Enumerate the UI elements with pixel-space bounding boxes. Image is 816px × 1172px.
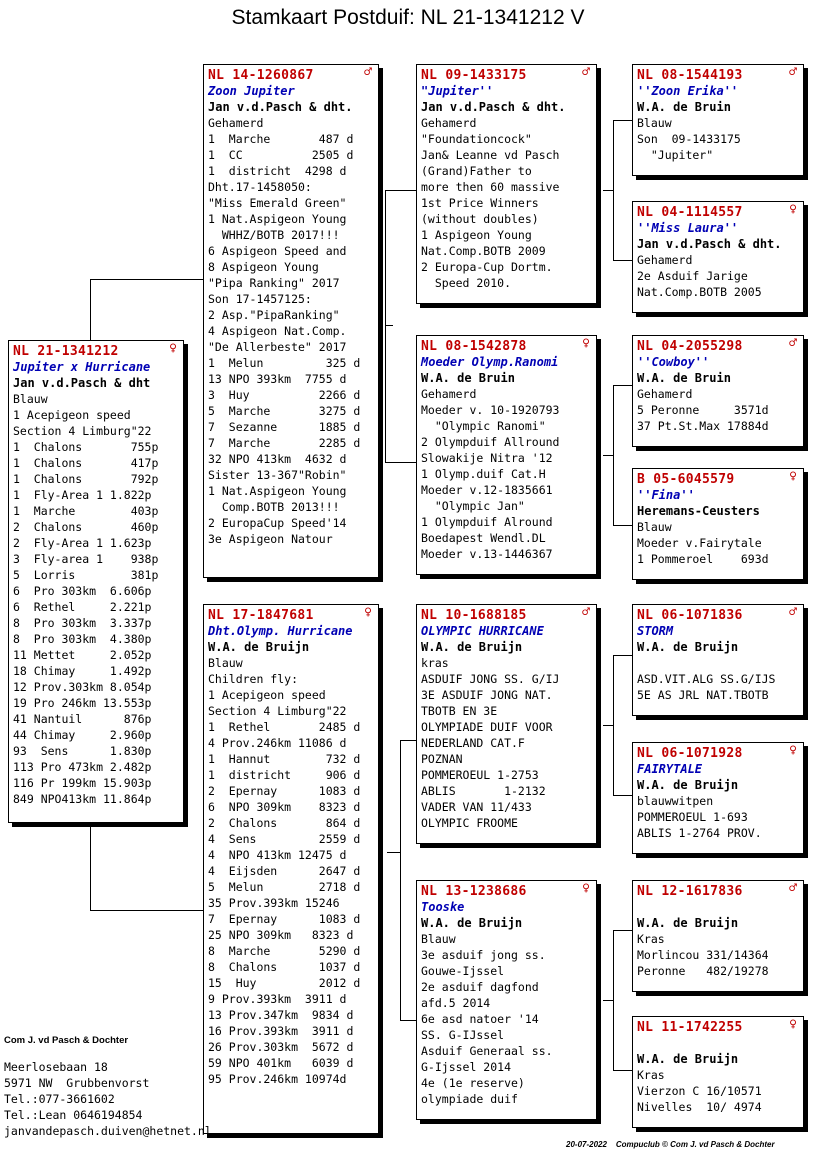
result-line: 1 Chalons 792p [13, 472, 159, 486]
connector-line [613, 930, 632, 931]
pigeon-card-fff[interactable] [632, 64, 804, 176]
result-line: Son 09-1433175 [637, 132, 741, 146]
result-line: 19 Pro 246km 13.553p [13, 696, 152, 710]
result-line: NEDERLAND CAT.F [421, 736, 525, 750]
pigeon-card-main[interactable] [8, 340, 184, 823]
ring-number: NL 08-1542878 [421, 339, 527, 354]
connector-line [613, 525, 632, 526]
result-line: Blauw [637, 520, 672, 534]
print-footer: 20-07-2022 Compuclub © Com J. vd Pasch & Dochter [566, 1140, 775, 1149]
connector-line [90, 279, 203, 280]
result-line [637, 655, 799, 671]
result-line: 7 Epernay 1083 d [208, 912, 361, 926]
card-header [637, 1019, 799, 1035]
result-line: (Grand)Father to [421, 164, 532, 178]
result-line: 849 NPO413km 11.864p [13, 792, 152, 806]
owner-name: Jan v.d.Pasch & dht. [421, 100, 566, 114]
result-line: 6 Rethel 2.221p [13, 600, 152, 614]
result-line: Gehamerd [208, 116, 264, 130]
connector-line [613, 260, 632, 261]
card-header [637, 67, 799, 83]
connector-line [385, 462, 416, 463]
pigeon-card-maternal-grandmother[interactable] [416, 880, 597, 1120]
sex-symbol-icon: ♀ [789, 202, 797, 217]
result-line: 35 Prov.393km 15246 [208, 896, 340, 910]
result-line: more then 60 massive [421, 180, 560, 194]
pigeon-card-ffm[interactable] [632, 201, 804, 313]
result-line: Gouwe-Ijssel [421, 964, 505, 978]
result-line: 7 Sezanne 1885 d [208, 420, 361, 434]
result-line: Gehamerd [637, 387, 693, 401]
pigeon-name: Moeder Olymp.Ranomi [421, 355, 559, 369]
result-line: OLYMPIC FROOME [421, 816, 518, 830]
result-line: blauwwitpen [637, 794, 714, 808]
sex-symbol-icon: ♀ [789, 743, 797, 758]
result-line: 6 Pro 303km 6.606p [13, 584, 152, 598]
sex-symbol-icon: ♀ [169, 341, 177, 356]
pigeon-card-paternal-grandfather[interactable] [416, 64, 597, 304]
result-line: 2 EuropaCup Speed'14 [208, 516, 347, 530]
owner-name: W.A. de Bruijn [208, 640, 310, 654]
pigeon-card-paternal-grandmother[interactable] [416, 335, 597, 575]
result-line: 1 Pommeroel 693d [637, 552, 769, 566]
result-line: afd.5 2014 [421, 996, 491, 1010]
card-header [13, 343, 179, 359]
result-line: 1 Acepigeon speed [208, 688, 326, 702]
result-line: 4 Aspigeon Nat.Comp. [208, 324, 347, 338]
pigeon-name: Jupiter x Hurricane [13, 360, 151, 374]
result-line: 16 Prov.393km 3911 d [208, 1024, 354, 1038]
result-line: Dht.17-1458050: [208, 180, 312, 194]
result-line: "De Allerbeste" 2017 [208, 340, 347, 354]
connector-line [90, 279, 91, 341]
result-line: "Olympic Ranomi" [421, 419, 546, 433]
result-line: Slowakije Nitra '12 [421, 451, 553, 465]
result-line: 4e (1e reserve) [421, 1076, 525, 1090]
card-header [421, 607, 592, 623]
result-line: 3E ASDUIF JONG NAT. [421, 688, 553, 702]
pigeon-name [637, 1035, 799, 1051]
result-line: 1 Fly-Area 1 1.822p [13, 488, 152, 502]
result-line: Children fly: [208, 672, 299, 686]
connector-line [385, 190, 386, 462]
result-line: Comp.BOTB 2013!!! [208, 500, 340, 514]
result-line: 8 Pro 303km 4.380p [13, 632, 152, 646]
result-line: 12 Prov.303km 8.054p [13, 680, 152, 694]
result-line: 2 Europa-Cup Dortm. [421, 260, 553, 274]
ring-number: NL 10-1688185 [421, 608, 527, 623]
result-line: 1 districht 906 d [208, 768, 361, 782]
result-line: 3 Fly-area 1 938p [13, 552, 159, 566]
pigeon-card-father[interactable] [203, 64, 379, 578]
owner-name: W.A. de Bruin [421, 371, 515, 385]
pigeon-name: OLYMPIC HURRICANE [421, 624, 544, 638]
ring-number: NL 09-1433175 [421, 68, 527, 83]
pigeon-card-fmm[interactable] [632, 468, 804, 580]
result-line: Moeder v. 10-1920793 [421, 403, 560, 417]
card-header [421, 883, 592, 899]
card-header [208, 607, 374, 623]
card-header [421, 67, 592, 83]
result-line: 116 Pr 199km 15.903p [13, 776, 152, 790]
card-header [208, 67, 374, 83]
result-line: SS. G-IJssel [421, 1028, 505, 1042]
connector-line [613, 120, 632, 121]
pigeon-name: ''Cowboy'' [637, 355, 710, 369]
result-line: Section 4 Limburg"22 [208, 704, 347, 718]
result-line: 1 Nat.Aspigeon Young [208, 212, 347, 226]
result-line: 1 Marche 487 d [208, 132, 354, 146]
result-line: ASDUIF JONG SS. G/IJ [421, 672, 560, 686]
ring-number: NL 04-2055298 [637, 339, 743, 354]
result-line: 5 Melun 2718 d [208, 880, 361, 894]
pigeon-name: Tooske [421, 900, 465, 914]
sex-symbol-icon: ♂ [789, 605, 797, 620]
card-header [637, 471, 799, 487]
result-line: Asduif Generaal ss. [421, 1044, 553, 1058]
result-line: 37 Pt.St.Max 17884d [637, 419, 769, 433]
result-line: "Miss Emerald Green" [208, 196, 347, 210]
pigeon-card-fmf[interactable] [632, 335, 804, 447]
result-line: olympiade duif [421, 1092, 518, 1106]
result-line: 11 Mettet 2.052p [13, 648, 152, 662]
result-line: 13 Prov.347km 9834 d [208, 1008, 354, 1022]
result-line: 2 Olympduif Allround [421, 435, 560, 449]
result-line: "Jupiter" [637, 148, 714, 162]
pigeon-name: ''Zoon Erika'' [637, 84, 739, 98]
result-line: 95 Prov.246km 10974d [208, 1072, 347, 1086]
connector-line [90, 910, 203, 911]
result-line: Morlincou 331/14364 [637, 948, 769, 962]
result-line: 44 Chimay 2.960p [13, 728, 152, 742]
result-line: 8 Chalons 1037 d [208, 960, 361, 974]
card-header [637, 338, 799, 354]
result-line: G-Ijssel 2014 [421, 1060, 512, 1074]
result-line: 5 Lorris 381p [13, 568, 159, 582]
result-line: 1 Olymp.duif Cat.H [421, 467, 546, 481]
connector-line [603, 455, 613, 456]
owner-name: W.A. de Bruin [637, 371, 731, 385]
connector-line [603, 725, 613, 726]
connector-line [385, 190, 416, 191]
result-line: 4 NPO 413km 12475 d [208, 848, 347, 862]
owner-name: W.A. de Bruin [637, 100, 731, 114]
result-line: 41 Nantuil 876p [13, 712, 152, 726]
sex-symbol-icon: ♂ [789, 881, 797, 896]
result-line: Nat.Comp.BOTB 2005 [637, 285, 762, 299]
owner-name: W.A. de Bruijn [421, 640, 523, 654]
result-line: 25 NPO 309km 8323 d [208, 928, 354, 942]
pigeon-card-mmm[interactable] [632, 1016, 804, 1128]
result-line: 5 Marche 3275 d [208, 404, 361, 418]
result-line: 3 Huy 2266 d [208, 388, 361, 402]
result-line: 3e Aspigeon Natour [208, 532, 333, 546]
result-line: ABLIS 1-2764 PROV. [637, 826, 762, 840]
result-line: 4 Eijsden 2647 d [208, 864, 361, 878]
result-line: Boedapest Wendl.DL [421, 531, 546, 545]
result-line: Peronne 482/19278 [637, 964, 769, 978]
result-line: 6e asd natoer '14 [421, 1012, 539, 1026]
sex-symbol-icon: ♀ [582, 336, 590, 351]
sex-symbol-icon: ♀ [789, 1017, 797, 1032]
result-line: 13 NPO 393km 7755 d [208, 372, 347, 386]
pigeon-card-mother[interactable] [203, 604, 379, 1134]
result-line: 18 Chimay 1.492p [13, 664, 152, 678]
result-line: kras [421, 656, 449, 670]
result-line: 5E AS JRL NAT.TBOTB [637, 688, 769, 702]
result-line: Moeder v.Fairytale [637, 536, 762, 550]
connector-line [613, 1070, 632, 1071]
result-line: Gehamerd [637, 253, 693, 267]
result-line: ABLIS 1-2132 [421, 784, 546, 798]
result-line: 2e Asduif Jarige [637, 269, 748, 283]
result-line: Section 4 Limburg"22 [13, 424, 152, 438]
result-line: 1 Chalons 417p [13, 456, 159, 470]
sex-symbol-icon: ♂ [789, 65, 797, 80]
owner-name: W.A. de Bruijn [421, 916, 523, 930]
result-line: 2 Chalons 460p [13, 520, 159, 534]
owner-name: Jan v.d.Pasch & dht. [208, 100, 353, 114]
result-line: Son 17-1457125: [208, 292, 312, 306]
result-line: "Pipa Ranking" 2017 [208, 276, 340, 290]
result-line: VADER VAN 11/433 [421, 800, 532, 814]
result-line: Speed 2010. [421, 276, 512, 290]
connector-line [387, 852, 400, 853]
result-line: 8 Aspigeon Young [208, 260, 319, 274]
result-line: 4 Prov.246km 11086 d [208, 736, 347, 750]
ring-number: B 05-6045579 [637, 472, 735, 487]
pigeon-name: STORM [637, 624, 674, 638]
phone-line: Tel.:077-3661602 [4, 1092, 115, 1106]
result-line: 5 Peronne 3571d [637, 403, 769, 417]
result-line: Jan& Leanne vd Pasch [421, 148, 560, 162]
result-line: 113 Pro 473km 2.482p [13, 760, 152, 774]
result-line: OLYMPIADE DUIF VOOR [421, 720, 553, 734]
result-line: WHHZ/BOTB 2017!!! [208, 228, 340, 242]
owner-name: Jan v.d.Pasch & dht. [637, 237, 782, 251]
sex-symbol-icon: ♂ [364, 65, 372, 80]
result-line: Nivelles 10/ 4974 [637, 1100, 762, 1114]
result-line: 7 Marche 2285 d [208, 436, 361, 450]
email-line[interactable]: janvandepasch.duiven@hetnet.nl [4, 1124, 212, 1138]
result-line: 1 Melun 325 d [208, 356, 361, 370]
result-line: Nat.Comp.BOTB 2009 [421, 244, 546, 258]
result-line: 1 Marche 403p [13, 504, 159, 518]
pigeon-name [637, 899, 799, 915]
result-line: POMMEROEUL 1-2753 [421, 768, 539, 782]
result-line: 59 NPO 401km 6039 d [208, 1056, 354, 1070]
result-line: 2 Epernay 1083 d [208, 784, 361, 798]
sex-symbol-icon: ♀ [364, 605, 372, 620]
connector-line [603, 1000, 613, 1001]
result-line: Blauw [637, 116, 672, 130]
result-line: 1 CC 2505 d [208, 148, 354, 162]
pigeon-name: Dht.Olymp. Hurricane [208, 624, 353, 638]
result-line: 93 Sens 1.830p [13, 744, 152, 758]
connector-line [613, 385, 614, 525]
result-line: 3e asduif jong ss. [421, 948, 546, 962]
ring-number: NL 08-1544193 [637, 68, 743, 83]
ring-number: NL 06-1071836 [637, 608, 743, 623]
owner-name: W.A. de Bruijn [637, 916, 739, 930]
result-line: 2 Fly-Area 1 1.623p [13, 536, 152, 550]
result-line: 4 Sens 2559 d [208, 832, 361, 846]
card-header [637, 883, 799, 899]
connector-line [400, 740, 401, 1020]
result-line: 1 Chalons 755p [13, 440, 159, 454]
result-line: Vierzon C 16/10571 [637, 1084, 762, 1098]
connector-line [603, 190, 613, 191]
result-line: "Olympic Jan" [421, 499, 525, 513]
owner-name: W.A. de Bruijn [637, 1052, 739, 1066]
ring-number: NL 04-1114557 [637, 205, 743, 220]
connector-line [613, 930, 614, 1070]
owner-name: Heremans-Ceusters [637, 504, 760, 518]
company-name: Com J. vd Pasch & Dochter [4, 1035, 129, 1046]
result-line: 1 Rethel 2485 d [208, 720, 361, 734]
ring-number: NL 21-1341212 [13, 344, 119, 359]
result-line: 2 Asp."PipaRanking" [208, 308, 340, 322]
ring-number: NL 11-1742255 [637, 1020, 743, 1035]
connector-line [400, 1020, 416, 1021]
ring-number: NL 06-1071928 [637, 746, 743, 761]
pigeon-card-maternal-grandfather[interactable] [416, 604, 597, 844]
sex-symbol-icon: ♂ [789, 336, 797, 351]
page-title: Stamkaart Postduif: NL 21-1341212 V [231, 6, 585, 29]
owner-name: W.A. de Bruijn [637, 778, 739, 792]
ring-number: NL 14-1260867 [208, 68, 314, 83]
result-line: 1 districht 4298 d [208, 164, 347, 178]
result-line: 1 Aspigeon Young [421, 228, 532, 242]
ring-number: NL 13-1238686 [421, 884, 527, 899]
owner-name: Jan v.d.Pasch & dht [13, 376, 151, 390]
result-line: 8 Marche 5290 d [208, 944, 361, 958]
pigeon-name: ''Miss Laura'' [637, 221, 739, 235]
result-line: Blauw [13, 392, 48, 406]
sex-symbol-icon: ♀ [582, 881, 590, 896]
result-line: 1 Acepigeon speed [13, 408, 131, 422]
address-line: Meerlosebaan 18 [4, 1060, 108, 1074]
result-line: ASD.VIT.ALG SS.G/IJS [637, 672, 776, 686]
result-line: 1 Olympduif Alround [421, 515, 553, 529]
result-line: Kras [637, 932, 665, 946]
result-line: 2e asduif dagfond [421, 980, 539, 994]
result-line: 1 Hannut 732 d [208, 752, 361, 766]
result-line: Kras [637, 1068, 665, 1082]
ring-number: NL 17-1847681 [208, 608, 314, 623]
result-line: TBOTB EN 3E [421, 704, 498, 718]
result-line: Blauw [421, 932, 456, 946]
pigeon-name: FAIRYTALE [637, 762, 703, 776]
sex-symbol-icon: ♀ [789, 469, 797, 484]
connector-line [400, 740, 416, 741]
result-line: 15 Huy 2012 d [208, 976, 361, 990]
result-line: 8 Pro 303km 3.337p [13, 616, 152, 630]
owner-name: W.A. de Bruijn [637, 640, 739, 654]
result-line: Gehamerd [421, 116, 477, 130]
result-line: "Foundationcock" [421, 132, 532, 146]
result-line: Moeder v.12-1835661 [421, 483, 553, 497]
connector-line [90, 822, 91, 910]
result-line: 9 Prov.393km 3911 d [208, 992, 347, 1006]
sex-symbol-icon: ♂ [582, 65, 590, 80]
pigeon-name: Zoon Jupiter [208, 84, 295, 98]
card-header [637, 204, 799, 220]
card-header [421, 338, 592, 354]
pigeon-card-mff[interactable] [632, 604, 804, 716]
result-line: 2 Chalons 864 d [208, 816, 361, 830]
connector-line [613, 795, 632, 796]
connector-line [613, 120, 614, 260]
pigeon-card-mmf[interactable] [632, 880, 804, 992]
pigeon-name: "Jupiter'' [421, 84, 494, 98]
pigeon-card-mfm[interactable] [632, 742, 804, 854]
result-line: (without doubles) [421, 212, 539, 226]
connector-line [613, 655, 614, 795]
result-line: 26 Prov.303km 5672 d [208, 1040, 354, 1054]
connector-line [613, 385, 632, 386]
connector-line [385, 325, 393, 326]
result-line: 6 NPO 309km 8323 d [208, 800, 361, 814]
connector-line [613, 655, 632, 656]
result-line: POMMEROEUL 1-693 [637, 810, 748, 824]
owner-address-block [4, 1033, 212, 1139]
result-line: 1 Nat.Aspigeon Young [208, 484, 347, 498]
result-line: 1st Price Winners [421, 196, 539, 210]
result-line: Sister 13-367"Robin" [208, 468, 347, 482]
result-line: 32 NPO 413km 4632 d [208, 452, 347, 466]
pigeon-name: ''Fina'' [637, 488, 695, 502]
ring-number: NL 12-1617836 [637, 884, 743, 899]
phone-line: Tel.:Lean 0646194854 [4, 1108, 143, 1122]
card-header [637, 607, 799, 623]
address-line: 5971 NW Grubbenvorst [4, 1076, 150, 1090]
result-line: Blauw [208, 656, 243, 670]
result-line: Moeder v.13-1446367 [421, 547, 553, 561]
card-header [637, 745, 799, 761]
sex-symbol-icon: ♂ [582, 605, 590, 620]
result-line: 6 Aspigeon Speed and [208, 244, 347, 258]
result-line: POZNAN [421, 752, 463, 766]
result-line: Gehamerd [421, 387, 477, 401]
